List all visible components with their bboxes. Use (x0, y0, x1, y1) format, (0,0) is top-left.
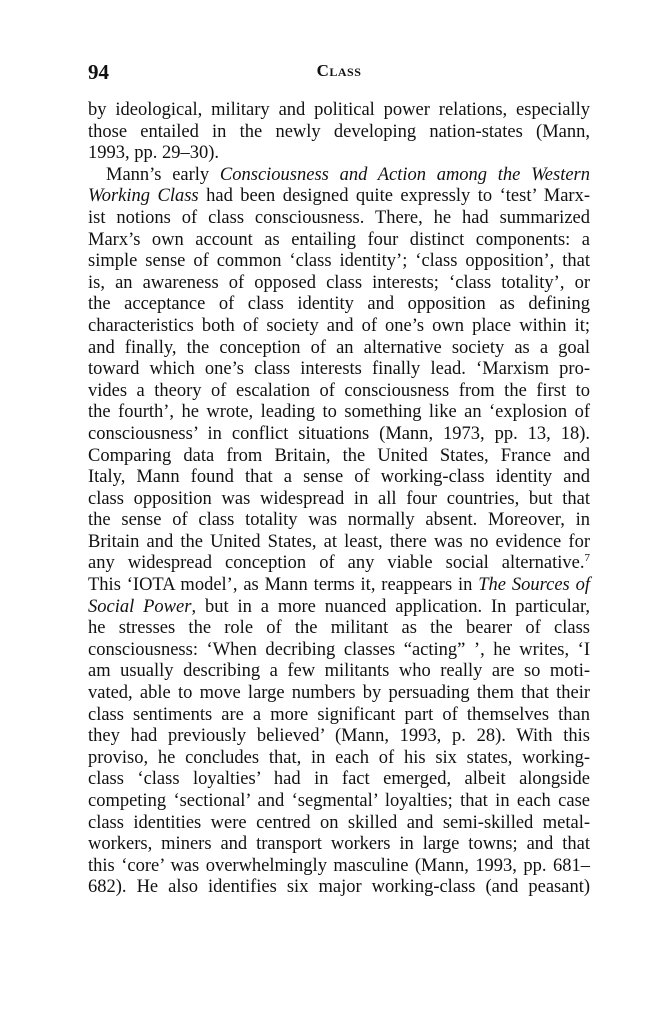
text-line (88, 510, 590, 532)
text-line (88, 575, 590, 597)
line-text: ist notions of class consciousness. There, he had summarized (88, 207, 590, 228)
line-text: Italy, Mann found that a sense of working-class identity and (88, 467, 590, 488)
text-line (88, 834, 590, 856)
text-line (88, 489, 590, 511)
line-text: Marx’s own account as entailing four distinct components: a (88, 229, 590, 250)
text-line (88, 165, 590, 187)
text-line (88, 402, 590, 424)
text-line (88, 186, 590, 208)
line-text: is, an awareness of opposed class interests; ‘class totality’, or (88, 272, 590, 293)
text-line (88, 467, 590, 489)
italic-title: Social Power (88, 596, 192, 617)
line-text: vides a theory of escalation of consciousness from the first to (88, 380, 590, 401)
line-text: toward which one’s class interests finally lead. ‘Marxism pro- (88, 359, 590, 380)
line-text: this ‘core’ was overwhelmingly masculine (Mann, 1993, pp. 681– (88, 855, 590, 876)
line-text: those entailed in the newly developing nation-states (Mann, (88, 121, 590, 142)
italic-title: The Sources of (478, 575, 590, 596)
text-line (88, 661, 590, 683)
text-line (88, 122, 590, 144)
line-text: This ‘IOTA model’, as Mann terms it, reappears in (88, 575, 479, 596)
line-text: am usually describing a few militants who really are so moti- (88, 661, 590, 682)
text-line (88, 100, 590, 122)
text-line (88, 143, 590, 165)
line-text: the fourth’, he wrote, leading to something like an ‘explosion of (88, 402, 590, 423)
text-line (88, 705, 590, 727)
line-text: they had previously believed’ (Mann, 1993, p. 28). With this (88, 726, 590, 747)
text-line (88, 294, 590, 316)
footnote-marker[interactable]: 7 (584, 552, 590, 565)
line-text: and finally, the conception of an alternative society as a goal (88, 337, 590, 358)
text-line (88, 813, 590, 835)
text-line (88, 424, 590, 446)
text-line (88, 553, 590, 575)
line-text: vated, able to move large numbers by persuading them that their (88, 683, 590, 704)
line-text: consciousness: ‘When decribing classes “acting” ’, he writes, ‘I (88, 639, 590, 660)
line-text: the acceptance of class identity and opposition as defining (88, 294, 590, 315)
line-text: , but in a more nuanced application. In particular, (191, 596, 591, 617)
text-line (88, 877, 590, 899)
text-line (88, 230, 590, 252)
text-line (88, 273, 590, 295)
text-line (88, 359, 590, 381)
line-text: Mann’s early (106, 164, 220, 185)
line-text: consciousness’ in conflict situations (Mann, 1973, pp. 13, 18). (88, 423, 590, 444)
text-line (88, 532, 590, 554)
italic-title: Consciousness and Action among the Western (219, 164, 590, 185)
running-head: Class (316, 61, 362, 80)
text-line (88, 748, 590, 770)
line-text: the sense of class totality was normally absent. Moreover, in (88, 510, 590, 531)
line-text: any widespread conception of any viable social alternative. (88, 553, 585, 574)
line-text: workers, miners and transport workers in large towns; and that (88, 834, 590, 855)
line-text: 682). He also identifies six major working-class (and peasant) (88, 877, 590, 898)
text-line (88, 640, 590, 662)
body-text (88, 100, 590, 899)
line-text: class opposition was widespread in all four countries, but that (88, 488, 590, 509)
text-line (88, 208, 590, 230)
page-number: 94 (88, 60, 109, 84)
line-text: he stresses the role of the militant as the bearer of class (88, 618, 590, 639)
text-line (88, 446, 590, 468)
text-line (88, 618, 590, 640)
text-line (88, 856, 590, 878)
text-line (88, 683, 590, 705)
line-text: competing ‘sectional’ and ‘segmental’ loyalties; that in each case (88, 791, 590, 811)
text-line (88, 791, 590, 813)
line-text: proviso, he concludes that, in each of his six states, working- (88, 747, 590, 768)
line-text: characteristics both of society and of one’s own place within it; (88, 315, 590, 336)
text-line (88, 251, 590, 273)
text-line (88, 338, 590, 360)
text-line (88, 726, 590, 748)
italic-title: Working Class (88, 186, 199, 207)
text-line (88, 597, 590, 619)
text-line (88, 381, 590, 403)
text-line (88, 769, 590, 791)
line-text: Comparing data from Britain, the United States, France and (88, 445, 590, 466)
line-text: class ‘class loyalties’ had in fact emerged, albeit alongside (88, 769, 590, 790)
line-text: 1993, pp. 29–30). (88, 143, 220, 164)
line-text: had been designed quite expressly to ‘test’ Marx- (198, 186, 590, 207)
line-text: simple sense of common ‘class identity’; ‘class opposition’, that (88, 251, 590, 272)
text-line (88, 316, 590, 338)
line-text: Britain and the United States, at least, there was no evidence for (88, 531, 590, 552)
page-header (88, 60, 590, 86)
line-text: by ideological, military and political power relations, especially (88, 100, 590, 120)
line-text: class identities were centred on skilled and semi-skilled metal- (88, 812, 590, 833)
line-text: class sentiments are a more significant part of themselves than (88, 704, 590, 725)
